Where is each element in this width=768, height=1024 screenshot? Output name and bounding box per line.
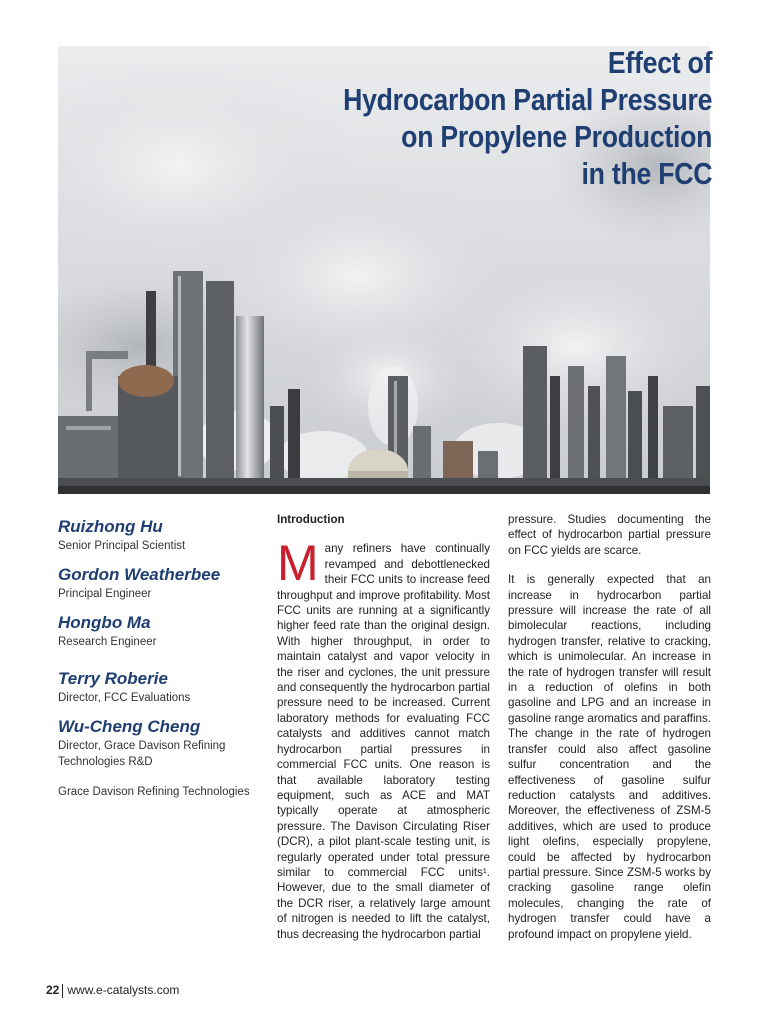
author-name: Wu-Cheng Cheng bbox=[58, 717, 201, 736]
author-name: Hongbo Ma bbox=[58, 613, 151, 632]
paragraph: It is generally expected that an increase in hydrocarbon partial pressure will increase the rate of all bimolecular reactions, including hydrogen transfer, relative to cracking, which is unimolecular. An increase in the rate of hydrogen transfer will result in a reduction of olefins in both gasoline and LPG and an increase in gasoline range aromatics and paraffins. The change in the rate of hydrogen transfer could also affect gasoline sulfur concentration and the effectiveness of gasoline sulfur reduction catalysts and additives. Moreover, the effectiveness of ZSM-5 additives, which are used to produce light olefins, especially propylene, could be affected by hydrocarbon partial pressure. Since ZSM-5 works by cracking gasoline range olefin molecules, changing the rate of hydrogen transfer could have a profound impact on propylene yield. bbox=[508, 573, 711, 941]
author-role: Director, FCC Evaluations bbox=[58, 692, 191, 704]
affiliation: Grace Davison Refining Technologies bbox=[58, 786, 250, 798]
author-entry bbox=[58, 516, 258, 554]
author-entry bbox=[58, 716, 258, 770]
section-heading: Introduction bbox=[277, 513, 345, 526]
author-role: Principal Engineer bbox=[58, 588, 152, 600]
title-line-3: on Propylene Production bbox=[400, 119, 712, 154]
page-footer bbox=[46, 983, 179, 998]
page-number: 22 bbox=[46, 983, 60, 997]
body-column-1 bbox=[277, 512, 490, 942]
author-name: Ruizhong Hu bbox=[58, 517, 163, 536]
intro-paragraph bbox=[277, 535, 490, 942]
article-title bbox=[343, 44, 712, 192]
footer-divider bbox=[62, 984, 63, 998]
author-entry bbox=[58, 668, 258, 706]
title-line-2: Hydrocarbon Partial Pressure bbox=[342, 82, 712, 117]
footer-website: www.e-catalysts.com bbox=[67, 983, 180, 997]
author-list bbox=[58, 516, 258, 800]
paragraph: pressure. Studies documenting the effect of hydrocarbon partial pressure on FCC yields are scarce. bbox=[508, 513, 711, 557]
title-line-1: Effect of bbox=[607, 45, 712, 80]
title-line-4: in the FCC bbox=[581, 156, 712, 191]
author-name: Gordon Weatherbee bbox=[58, 565, 221, 584]
author-entry bbox=[58, 564, 258, 602]
body-column-2 bbox=[508, 512, 711, 956]
drop-cap: M bbox=[277, 535, 319, 592]
author-role: Senior Principal Scientist bbox=[58, 540, 186, 552]
intro-text: any refiners have continually revamped and debottlenecked their FCC units to increase feed throughput and improve profitability. Most FCC units are running at a significantly higher feed rate than the original design. With higher throughput, in order to maintain catalyst and vapor velocity in the riser and cyclones, the unit pressure and consequently the hydrocarbon partial pressure need to be increased. Current laboratory methods for evaluating FCC catalysts and additives cannot match hydrocarbon partial pressures in commercial FCC units. One reason is that available laboratory testing equipment, such as ACE and MAT typically operate at atmospheric pressure. The Davison Circulating Riser (DCR), a pilot plant-scale testing unit, is regularly operated under total pressure similar to commercial FCC units¹. However, due to the small diameter of the DCR riser, a relatively large amount of nitrogen is needed to lift the catalyst, thus decreasing the hydrocarbon partial bbox=[277, 542, 490, 941]
author-name: Terry Roberie bbox=[58, 669, 168, 688]
author-role: Research Engineer bbox=[58, 636, 157, 648]
author-entry bbox=[58, 612, 258, 650]
author-role: Director, Grace Davison Refining Technologies R&D bbox=[58, 740, 226, 768]
